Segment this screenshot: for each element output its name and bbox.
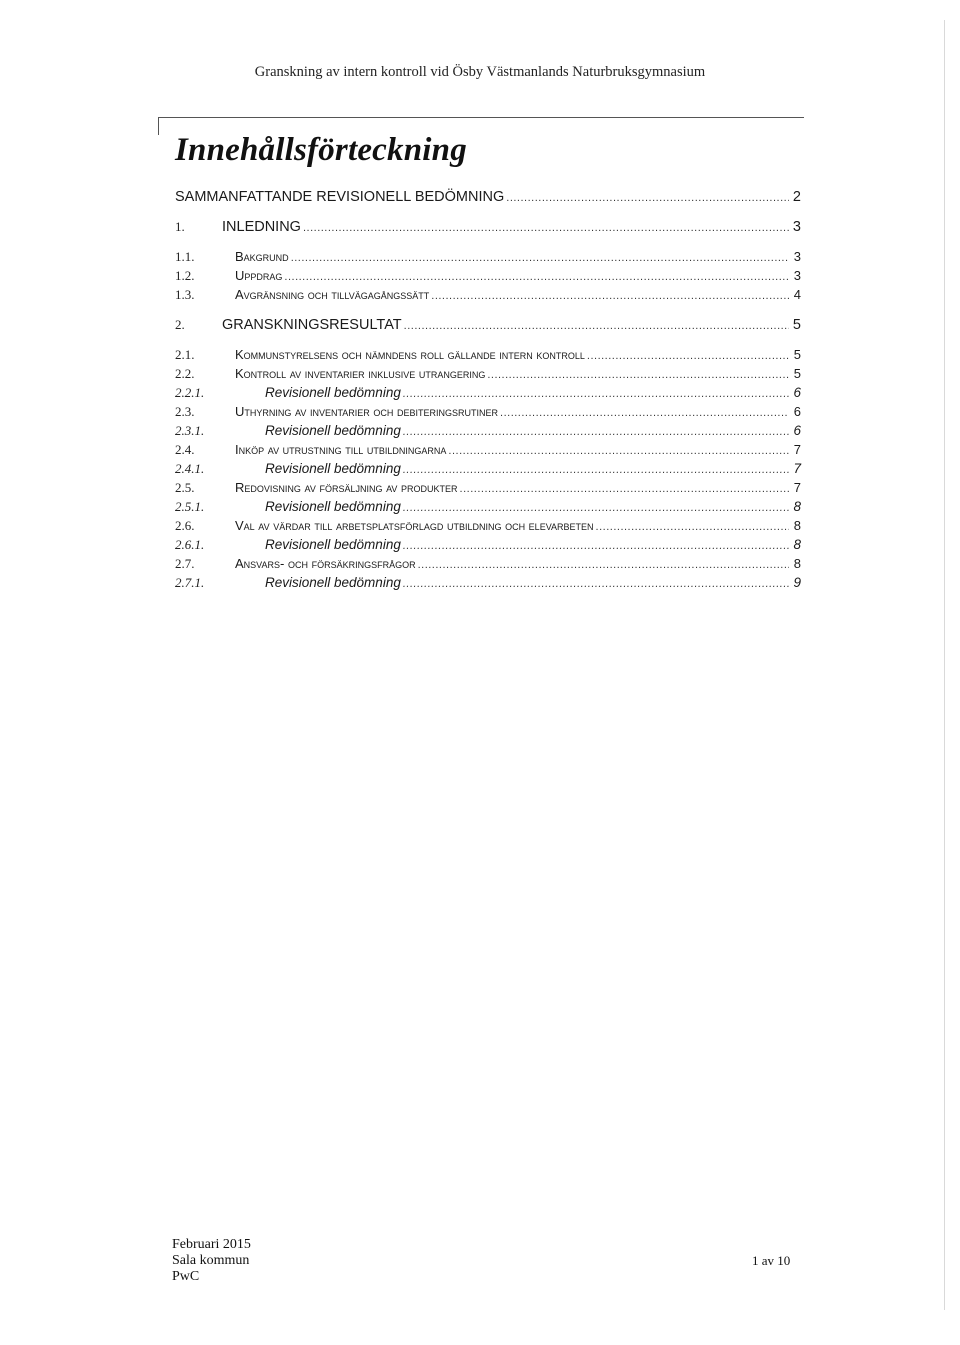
toc-entry-number: 2.5. — [175, 480, 195, 495]
toc-entry-number: 2.5.1. — [175, 499, 205, 514]
toc-entry-page: 6 — [793, 423, 801, 438]
toc-entry[interactable] — [175, 364, 801, 383]
toc-entry[interactable] — [175, 573, 801, 592]
toc-entry-page: 5 — [793, 347, 801, 362]
toc-entry[interactable] — [175, 459, 801, 478]
toc-entry[interactable] — [175, 497, 801, 516]
toc-entry-page: 8 — [793, 537, 801, 552]
toc-entry-label: Inköp av utrustning till utbildningarna — [235, 442, 447, 457]
toc-entry-label: Redovisning av försäljning av produkter — [235, 480, 458, 495]
scan-edge-line — [944, 20, 945, 1310]
toc-entry-number: 2.4. — [175, 442, 195, 457]
toc-entry[interactable] — [175, 478, 801, 497]
footer-firm: PwC — [172, 1269, 200, 1284]
toc-entry-label: Ansvars- och försäkringsfrågor — [235, 556, 416, 571]
page-header: Granskning av intern kontroll vid Ösby Västmanlands Naturbruksgymnasium — [254, 64, 706, 80]
toc-entry-number: 2.2.1. — [175, 385, 205, 400]
toc-entry-label: Revisionell bedömning — [265, 423, 401, 438]
toc-entry-label: Revisionell bedömning — [265, 575, 401, 590]
toc-entry-label: Revisionell bedömning — [265, 537, 401, 552]
toc-entry-leader — [431, 287, 789, 306]
toc-entry-page: 9 — [793, 575, 801, 590]
toc-entry[interactable] — [175, 421, 801, 440]
toc-entry-leader — [404, 315, 789, 338]
toc-entry-page: 7 — [793, 480, 801, 495]
toc-entry-page: 7 — [793, 442, 801, 457]
toc-entry[interactable] — [175, 402, 801, 421]
toc-entry-number: 1.1. — [175, 249, 195, 264]
toc-entry[interactable] — [175, 516, 801, 535]
footer-left — [172, 1237, 251, 1285]
footer-page-number: 1 av 10 — [752, 1253, 791, 1268]
toc-entry-leader — [303, 217, 789, 240]
toc-entry-label: GRANSKNINGSRESULTAT — [222, 317, 402, 333]
toc-entry-label: Revisionell bedömning — [265, 461, 401, 476]
toc-entry-number: 2. — [175, 317, 185, 332]
toc-entry[interactable] — [175, 345, 801, 364]
toc-entry-number: 2.1. — [175, 347, 195, 362]
toc-entry-label: Revisionell bedömning — [265, 499, 401, 514]
toc-entry-label: Bakgrund — [235, 249, 289, 264]
toc-entry-leader — [506, 187, 789, 210]
toc-entry[interactable] — [175, 186, 801, 209]
toc-entry-number: 1.3. — [175, 287, 195, 302]
toc-entry-page: 3 — [793, 268, 801, 283]
heading-rule-tick — [158, 117, 159, 135]
toc-entry-number: 2.6.1. — [175, 537, 205, 552]
footer-org: Sala kommun — [172, 1253, 250, 1268]
toc-entry-page: 7 — [793, 461, 801, 476]
toc-entry-label: Uthyrning av inventarier och debiteringsrutiner — [235, 404, 499, 419]
toc-entry-label: Uppdrag — [235, 268, 283, 283]
toc-entry-label: Kommunstyrelsens och nämndens roll gällande intern kontroll — [235, 347, 585, 362]
toc-entry-leader — [403, 575, 789, 594]
footer-date: Februari 2015 — [172, 1237, 251, 1252]
toc-entry-label: INLEDNING — [222, 219, 301, 235]
toc-entry-number: 2.3. — [175, 404, 195, 419]
toc-entry-number: 2.4.1. — [175, 461, 205, 476]
toc-entry-number: 2.2. — [175, 366, 195, 381]
table-of-contents — [175, 186, 801, 592]
toc-entry-number: 2.6. — [175, 518, 195, 533]
toc-entry-label: Kontroll av inventarier inklusive utrangering — [235, 366, 486, 381]
toc-entry-number: 1.2. — [175, 268, 195, 283]
toc-entry-page: 4 — [793, 287, 801, 302]
toc-entry-label: Revisionell bedömning — [265, 385, 401, 400]
toc-entry-page: 8 — [793, 518, 801, 533]
toc-entry[interactable] — [175, 266, 801, 285]
toc-entry[interactable] — [175, 554, 801, 573]
toc-entry-page: 5 — [792, 317, 801, 333]
toc-entry-page: 6 — [793, 404, 801, 419]
toc-entry-number: 1. — [175, 219, 185, 234]
heading-rule — [158, 117, 804, 118]
toc-entry-page: 2 — [792, 189, 801, 205]
toc-entry[interactable] — [175, 247, 801, 266]
toc-entry-number: 2.7. — [175, 556, 195, 571]
toc-entry-page: 6 — [793, 385, 801, 400]
toc-entry-number: 2.7.1. — [175, 575, 205, 590]
toc-entry-page: 8 — [793, 499, 801, 514]
toc-entry-label: SAMMANFATTANDE REVISIONELL BEDÖMNING — [175, 189, 505, 205]
toc-entry-page: 5 — [793, 366, 801, 381]
toc-entry-page: 8 — [793, 556, 801, 571]
toc-entry[interactable] — [175, 285, 801, 304]
toc-entry[interactable] — [175, 215, 801, 238]
toc-entry-number: 2.3.1. — [175, 423, 205, 438]
toc-entry-page: 3 — [793, 249, 801, 264]
toc-entry[interactable] — [175, 535, 801, 554]
toc-entry[interactable] — [175, 440, 801, 459]
toc-entry-label: Avgränsning och tillvägagångssätt — [235, 287, 430, 302]
toc-title: Innehållsförteckning — [175, 132, 467, 168]
toc-entry[interactable] — [175, 383, 801, 402]
toc-entry-page: 3 — [792, 219, 801, 235]
toc-entry-label: Val av värdar till arbetsplatsförlagd utbildning och elevarbeten — [235, 518, 594, 533]
toc-entry[interactable] — [175, 313, 801, 336]
